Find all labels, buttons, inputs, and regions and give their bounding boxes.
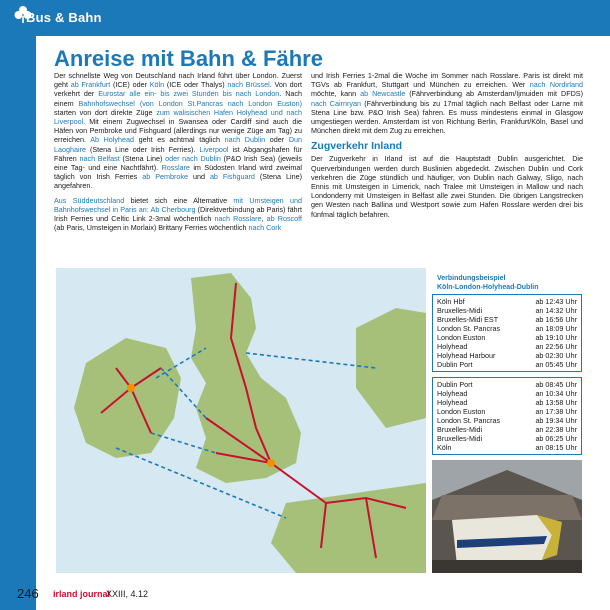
body-text: (Stena Line) angefahren. bbox=[54, 172, 302, 191]
highlight-text: oder nach Dublin bbox=[165, 153, 221, 163]
timetable-row bbox=[437, 434, 577, 443]
timetable-return bbox=[432, 377, 582, 455]
station-name: London Euston bbox=[437, 333, 486, 342]
london-marker bbox=[267, 459, 275, 467]
body-text: bietet sich eine Alternative bbox=[124, 195, 234, 205]
timetable-row bbox=[437, 443, 577, 452]
body-paragraph bbox=[54, 196, 302, 233]
departure-arrival-time: an 14:32 Uhr bbox=[535, 306, 577, 315]
highlight-text: zum walisischen Hafen Holyhead und nach Liverpool bbox=[54, 107, 302, 127]
departure-arrival-time: an 05:45 Uhr bbox=[535, 360, 577, 369]
departure-arrival-time: an 22:56 Uhr bbox=[535, 342, 577, 351]
highlight-text: ab Newcastle bbox=[360, 89, 406, 99]
station-name: Holyhead bbox=[437, 389, 468, 398]
timetable-row bbox=[437, 324, 577, 333]
station-name: Holyhead Harbour bbox=[437, 351, 496, 360]
body-text: (Stena Line oder Irish Ferries). bbox=[85, 144, 200, 154]
highlight-text: nach Cork bbox=[248, 223, 282, 233]
body-text: (Fährverbindung ab Amsterdam/Ijmuiden mit DFDS) bbox=[405, 89, 583, 99]
timetable-row bbox=[437, 306, 577, 315]
highlight-text: Bahnhofswechsel (von London St.Pancras nach London Euston) bbox=[78, 98, 303, 108]
column-right bbox=[311, 71, 583, 219]
timetable-row bbox=[437, 389, 577, 398]
station-name: Köln Hbf bbox=[437, 297, 465, 306]
body-text: . Von dort verkehrt der bbox=[54, 80, 302, 99]
body-text: (Direktverbindung ab Paris) fährt Irish Ferries und Celtic Link 2-3mal wöchentlich bbox=[54, 204, 302, 224]
highlight-text: Dun Laoghaire bbox=[54, 135, 302, 154]
body-paragraph bbox=[54, 71, 302, 191]
highlight-text: ab Pembroke bbox=[142, 172, 188, 182]
station-name: Dublin Port bbox=[437, 360, 473, 369]
connection-title bbox=[437, 274, 597, 292]
timetable-row bbox=[437, 380, 577, 389]
departure-arrival-time: ab 13:58 Uhr bbox=[535, 398, 577, 407]
body-text: im Südosten Irland wird zweimal täglich von Irish Ferries bbox=[54, 163, 302, 182]
footer-issue: XXIII, 4.12 bbox=[106, 589, 149, 599]
timetable-row bbox=[437, 360, 577, 369]
departure-arrival-time: ab 19:34 Uhr bbox=[535, 416, 577, 425]
highlight-text: Liverpool bbox=[199, 144, 229, 154]
highlight-text: Eurostar alle ein- bis zwei Stunden bis nach London bbox=[98, 89, 280, 99]
body-text: (ab Paris, Umsteigen in Morlaix) Brittany Ferries wöchentlich bbox=[54, 223, 249, 233]
body-text: starten von dort direkte Züge bbox=[54, 107, 157, 117]
highlight-text: nach Belfast bbox=[79, 153, 120, 163]
station-name: Bruxelles-Midi bbox=[437, 425, 483, 434]
connection-title-line2: Köln-London-Holyhead-Dublin bbox=[437, 284, 539, 291]
highlight-text: Köln bbox=[149, 80, 165, 90]
page-number: 246 bbox=[17, 586, 39, 601]
dublin-marker bbox=[127, 384, 135, 392]
departure-arrival-time: an 08:15 Uhr bbox=[535, 443, 577, 452]
train-station-photo bbox=[432, 460, 582, 573]
timetable-row bbox=[437, 407, 577, 416]
timetable-row bbox=[437, 425, 577, 434]
body-text: (Stena Line) bbox=[119, 153, 166, 163]
page-title: Anreise mit Bahn & Fähre bbox=[54, 46, 323, 71]
paragraph-inland: Der Zugverkehr in Irland ist auf die Hauptstadt Dublin ausgerichtet. Die Querverbindungen werden durch Buslinien abgedeckt. Zwischen Dublin und Cork verkehren die Züge stündlich und häufiger, von Dublin nach Galway, Sligo, nach Ennis mit Umsteigen in Limerick, nach Tralee mit Umsteigen in Mallow und nach Londonderry mit Umsteigen in Belfast alle zwei Stunden. Die übrigen Langstrecken gen Westen nach Ballina und Westport sowie zum Hafen Rosslare werden drei bis fünfmal täglich befahren. bbox=[311, 154, 583, 219]
column-left bbox=[54, 71, 302, 237]
body-text: (Fährverbindung bis zu 17mal täglich nach Belfast oder Larne mit Stena Line bzw. P&O Irish Sea) fahren. Es muss mindestens einmal in Glasgow umgestiegen werden. Amsterdam ist von Richtung Berlin, Frankfurt/Köln, Basel und München direkt mit dem Zug zu erreichen. bbox=[311, 98, 583, 136]
body-text: möchte, kann bbox=[311, 89, 361, 99]
timetable-row bbox=[437, 333, 577, 342]
station-name: Bruxelles-Midi bbox=[437, 434, 483, 443]
highlight-text: Ab Holyhead bbox=[90, 135, 134, 145]
body-text: , bbox=[261, 214, 267, 224]
departure-arrival-time: an 22:38 Uhr bbox=[535, 425, 577, 434]
timetable-row bbox=[437, 351, 577, 360]
departure-arrival-time: ab 02:30 Uhr bbox=[535, 351, 577, 360]
departure-arrival-time: ab 12:43 Uhr bbox=[535, 297, 577, 306]
body-text: Der schnellste Weg von Deutschland nach Irland führt über London. Zuerst geht bbox=[54, 71, 302, 90]
highlight-text: Rosslare bbox=[161, 163, 190, 173]
timetable-row bbox=[437, 315, 577, 324]
departure-arrival-time: ab 08:45 Uhr bbox=[535, 380, 577, 389]
station-name: London St. Pancras bbox=[437, 324, 501, 333]
highlight-text: nach Cairnryan bbox=[311, 98, 361, 108]
body-text: (P&O Irish Sea) (jeweils eine Tag- und eine Nachtfährt). bbox=[54, 153, 303, 173]
highlight-text: ab Roscoff bbox=[266, 214, 302, 224]
station-name: Köln bbox=[437, 443, 452, 452]
body-text: oder bbox=[265, 135, 289, 145]
highlight-text: Aus Süddeutschland bbox=[54, 195, 125, 205]
highlight-text: nach Dublin bbox=[224, 135, 266, 145]
timetable-row bbox=[437, 416, 577, 425]
timetable-outbound bbox=[432, 294, 582, 372]
timetable-row bbox=[437, 398, 577, 407]
station-name: Bruxelles-Midi EST bbox=[437, 315, 499, 324]
body-text: und bbox=[187, 172, 210, 182]
footer-brand: irland journal bbox=[53, 589, 111, 599]
station-name: London Euston bbox=[437, 407, 486, 416]
route-map bbox=[56, 268, 426, 573]
connection-title-line1: Verbindungsbeispiel bbox=[437, 275, 506, 282]
body-text: geht es achtmal täglich bbox=[133, 135, 225, 145]
body-text: (ICE oder Thalys) bbox=[164, 80, 228, 90]
station-name: Bruxelles-Midi bbox=[437, 306, 483, 315]
departure-arrival-time: ab 16:56 Uhr bbox=[535, 315, 577, 324]
timetable-row bbox=[437, 342, 577, 351]
body-paragraph bbox=[311, 71, 583, 135]
timetable-row bbox=[437, 297, 577, 306]
highlight-text: ab Fishguard bbox=[209, 172, 255, 182]
subheading-inland: Zugverkehr Inland bbox=[311, 140, 403, 153]
departure-arrival-time: ab 19:10 Uhr bbox=[535, 333, 577, 342]
station-name: London St. Pancras bbox=[437, 416, 501, 425]
station-name: Dublin Port bbox=[437, 380, 473, 389]
departure-arrival-time: an 18:09 Uhr bbox=[535, 324, 577, 333]
body-text: . Mit einem Zugwechsel in Swansea oder Cardiff sind auch die Häfen von Pembroke und Fishguard (allerdings nur wenige Züge am Tag) zu erreichen. bbox=[54, 117, 302, 145]
departure-arrival-time: an 10:34 Uhr bbox=[535, 389, 577, 398]
highlight-text: nach Nordirland bbox=[529, 80, 583, 90]
side-bar bbox=[0, 36, 36, 610]
highlight-text: nach Rosslare bbox=[214, 214, 262, 224]
departure-arrival-time: an 17:38 Uhr bbox=[535, 407, 577, 416]
body-text: und Irish Ferries 1-2mal die Woche im Sommer nach Rosslare. Paris ist direkt mit TGVs ab Frankfurt, Stuttgart und München zu erreichen. Wer bbox=[311, 71, 583, 90]
body-text: . Nach einem bbox=[54, 89, 302, 108]
body-text: (ICE) oder bbox=[110, 80, 150, 90]
highlight-text: nach Brüssel bbox=[227, 80, 270, 90]
station-name: Holyhead bbox=[437, 342, 468, 351]
station-name: Holyhead bbox=[437, 398, 468, 407]
highlight-text: ab Frankfurt bbox=[70, 80, 111, 90]
body-text: ist Abgangshafen für Fähren bbox=[54, 144, 303, 163]
column-right-continuation bbox=[311, 71, 583, 135]
section-label: Bus & Bahn bbox=[26, 10, 102, 25]
departure-arrival-time: ab 06:25 Uhr bbox=[535, 434, 577, 443]
highlight-text: mit Umsteigen und Bahnhofswechsel in Paris an: Ab Cherbourg bbox=[54, 195, 303, 214]
